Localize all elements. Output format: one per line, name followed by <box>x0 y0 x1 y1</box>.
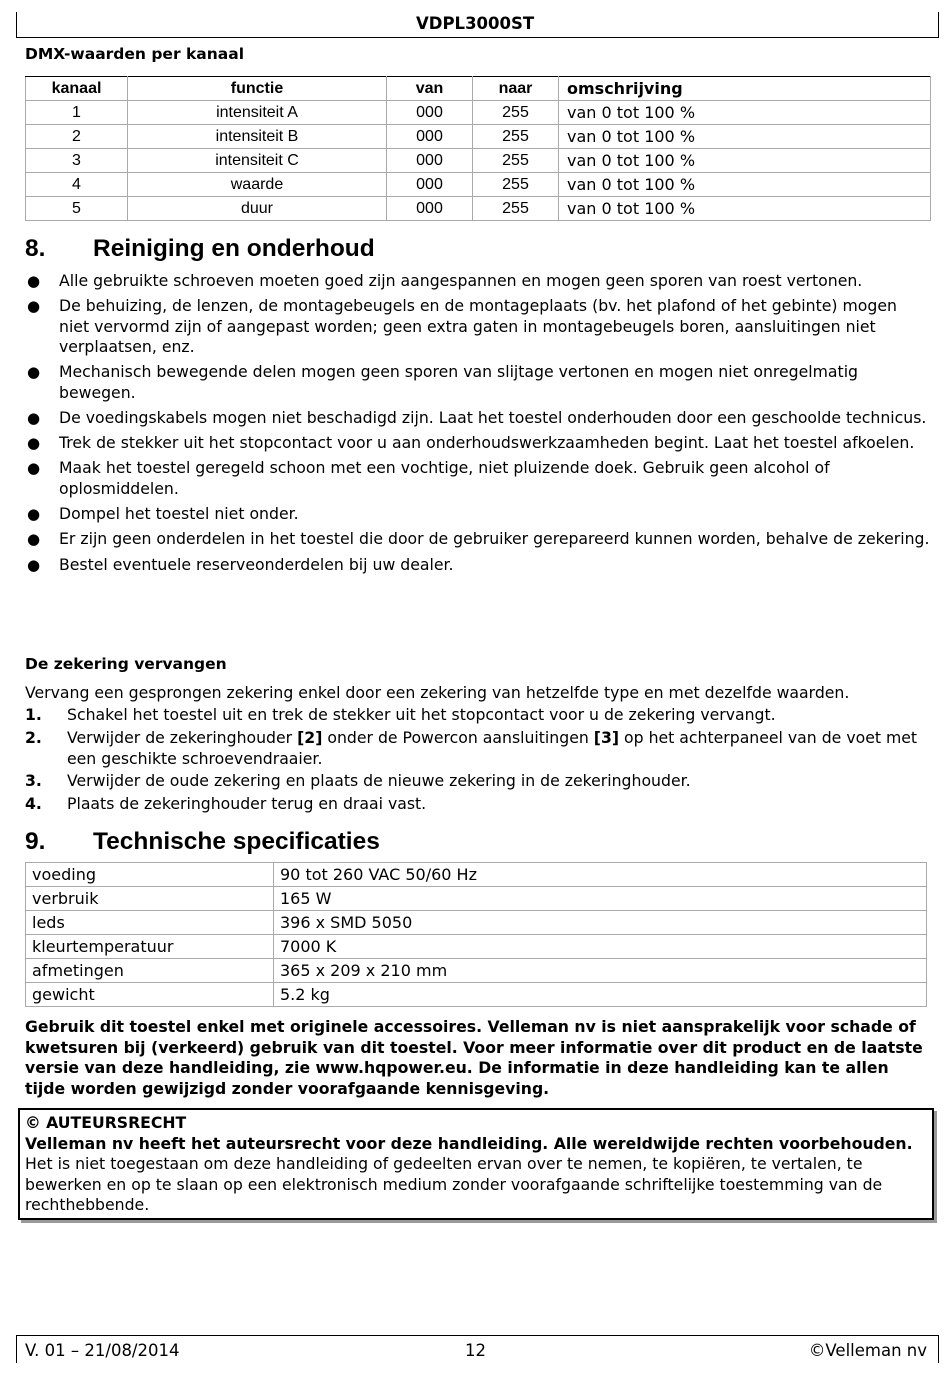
list-item <box>25 793 930 814</box>
table-row <box>26 101 931 125</box>
dmx-col-kanaal: kanaal <box>26 77 128 101</box>
copyright-text <box>25 1113 930 1216</box>
dmx-cell: van 0 tot 100 % <box>559 149 931 173</box>
list-item <box>25 529 930 550</box>
list-item-text: Mechanisch bewegende delen mogen geen sporen van slijtage vertonen en mogen niet onregelmatig bewegen. <box>59 362 859 402</box>
dmx-cell: van 0 tot 100 % <box>559 173 931 197</box>
dmx-cell: 000 <box>387 149 473 173</box>
bullet-icon: ● <box>27 555 41 574</box>
fuse-intro: Vervang een gesprongen zekering enkel door een zekering van hetzelfde type en met dezelfde waarden. <box>25 683 850 702</box>
list-item-text: Trek de stekker uit het stopcontact voor u aan onderhoudswerkzaamheden begint. Laat het toestel afkoelen. <box>59 433 915 453</box>
section-8-number: 8. <box>25 235 46 262</box>
bullet-icon: ● <box>27 297 41 316</box>
step-text: Plaats de zekeringhouder terug en draai vast. <box>67 793 427 813</box>
dmx-cell: 255 <box>473 101 559 125</box>
footer-version: V. 01 – 21/08/2014 <box>25 1341 180 1360</box>
step-number: 3. <box>25 771 42 790</box>
spec-value: 7000 K <box>274 935 927 959</box>
copyright-bold: Velleman nv heeft het auteursrecht voor deze handleiding. Alle wereldwijde rechten voorbehouden. <box>25 1133 913 1153</box>
spec-value: 5.2 kg <box>274 983 927 1007</box>
spec-value: 365 x 209 x 210 mm <box>274 959 927 983</box>
dmx-cell: van 0 tot 100 % <box>559 197 931 221</box>
bullet-icon: ● <box>27 505 41 524</box>
section-9-number: 9. <box>25 828 46 855</box>
table-row <box>26 863 927 887</box>
bullet-icon: ● <box>27 272 41 290</box>
dmx-cell: 1 <box>26 101 128 125</box>
step-text: Verwijder de oude zekering en plaats de nieuwe zekering in de zekeringhouder. <box>67 771 691 790</box>
dmx-cell: van 0 tot 100 % <box>559 101 931 125</box>
dmx-cell: 255 <box>473 125 559 149</box>
table-row <box>26 887 927 911</box>
bullet-icon: ● <box>27 459 41 478</box>
spec-label: verbruik <box>26 887 274 911</box>
step-ref: [2] <box>297 727 323 747</box>
footer-company: ©Velleman nv <box>808 1341 927 1360</box>
table-row <box>26 983 927 1007</box>
bullet-icon: ● <box>27 434 41 453</box>
maintenance-list <box>25 271 930 580</box>
spec-label: kleurtemperatuur <box>26 935 274 959</box>
fuse-title: De zekering vervangen <box>25 655 227 673</box>
step-text: Schakel het toestel uit en trek de stekker uit het stopcontact voor u de zekering vervangt. <box>67 705 776 724</box>
dmx-cell: 000 <box>387 101 473 125</box>
step-text: onder de Powercon aansluitingen <box>322 727 594 747</box>
bullet-icon: ● <box>27 409 41 428</box>
footer-page-number: 12 <box>465 1341 486 1360</box>
dmx-cell: van 0 tot 100 % <box>559 125 931 149</box>
spec-table <box>25 862 927 1007</box>
dmx-cell: duur <box>128 197 387 221</box>
list-item <box>25 704 930 725</box>
list-item <box>25 408 930 429</box>
spec-label: voeding <box>26 863 274 887</box>
list-item-text: Maak het toestel geregeld schoon met een vochtige, niet pluizende doek. Gebruik geen alcohol of oplosmiddelen. <box>59 458 830 498</box>
table-row <box>26 197 931 221</box>
step-text: op het achterpaneel van de voet met een geschikte schroevendraaier. <box>67 727 918 768</box>
table-row <box>26 935 927 959</box>
list-item <box>25 458 930 499</box>
dmx-cell: waarde <box>128 173 387 197</box>
list-item <box>25 362 930 403</box>
list-item-text: De behuizing, de lenzen, de montagebeugels en de montageplaats (bv. het plafond of het gebinte) mogen niet vervormd zijn of aangepast worden; geen extra gaten in montagebeugels boren, aansluitingen niet verplaatsen, enz. <box>59 296 897 357</box>
dmx-cell: 255 <box>473 197 559 221</box>
step-number: 4. <box>25 793 42 813</box>
list-item <box>25 727 930 769</box>
section-8-heading <box>25 235 375 263</box>
copyright-body: Het is niet toegestaan om deze handleiding of gedeelten ervan over te nemen, te kopiëren, te vertalen, te bewerken en op te slaan op een elektronisch medium zonder voorafgaande schriftelijke toestemming van de rechthebbende. <box>25 1154 883 1214</box>
spec-label: gewicht <box>26 983 274 1007</box>
spec-value: 396 x SMD 5050 <box>274 911 927 935</box>
step-ref: [3] <box>593 727 620 747</box>
list-item <box>25 433 930 454</box>
spec-label: leds <box>26 911 274 935</box>
list-item-text: Alle gebruikte schroeven moeten goed zijn aangespannen en mogen geen sporen van roest vertonen. <box>59 271 863 290</box>
dmx-title: DMX-waarden per kanaal <box>25 45 245 63</box>
spec-label: afmetingen <box>26 959 274 983</box>
spec-value: 165 W <box>274 887 927 911</box>
step-number: 2. <box>25 727 42 747</box>
list-item <box>25 504 930 525</box>
section-8-title: Reiniging en onderhoud <box>93 235 375 262</box>
table-row <box>26 959 927 983</box>
table-row <box>26 173 931 197</box>
spec-value: 90 tot 260 VAC 50/60 Hz <box>274 863 927 887</box>
dmx-cell: intensiteit A <box>128 101 387 125</box>
list-item-text: Bestel eventuele reserveonderdelen bij uw dealer. <box>59 554 454 574</box>
list-item <box>25 296 930 358</box>
fuse-steps <box>25 704 930 815</box>
dmx-header-row <box>26 77 931 101</box>
section-9-title: Technische specificaties <box>93 828 380 855</box>
list-item <box>25 770 930 791</box>
dmx-cell: intensiteit C <box>128 149 387 173</box>
list-item <box>25 555 930 576</box>
disclaimer: Gebruik dit toestel enkel met originele accessoires. Velleman nv is niet aansprakelijk voor schade of kwetsuren bij (verkeerd) gebruik van dit toestel. Voor meer informatie over dit product en de laatste versie van deze handleiding, zie www.hqpower.eu. De informatie in deze handleiding kan te allen tijde worden gewijzigd zonder voorafgaande kennisgeving. <box>25 1017 923 1098</box>
copyright-title: © AUTEURSRECHT <box>25 1113 187 1132</box>
dmx-col-van: van <box>387 77 473 101</box>
dmx-cell: 255 <box>473 173 559 197</box>
bullet-icon: ● <box>27 363 41 382</box>
dmx-col-naar: naar <box>473 77 559 101</box>
step-text: Verwijder de zekeringhouder <box>67 727 298 747</box>
table-row <box>26 149 931 173</box>
dmx-cell: 3 <box>26 149 128 173</box>
dmx-table <box>25 76 931 221</box>
table-row <box>26 911 927 935</box>
dmx-cell: 5 <box>26 197 128 221</box>
bullet-icon: ● <box>27 530 41 549</box>
dmx-cell: 000 <box>387 125 473 149</box>
dmx-col-omschrijving: omschrijving <box>559 77 931 101</box>
dmx-cell: 000 <box>387 173 473 197</box>
section-9-heading <box>25 828 380 856</box>
dmx-cell: intensiteit B <box>128 125 387 149</box>
dmx-cell: 4 <box>26 173 128 197</box>
list-item-text: De voedingskabels mogen niet beschadigd zijn. Laat het toestel onderhouden door een geschoolde technicus. <box>59 408 927 428</box>
dmx-cell: 000 <box>387 197 473 221</box>
table-row <box>26 125 931 149</box>
header-model: VDPL3000ST <box>416 14 535 33</box>
list-item <box>25 271 930 292</box>
dmx-cell: 255 <box>473 149 559 173</box>
dmx-cell: 2 <box>26 125 128 149</box>
list-item-text: Dompel het toestel niet onder. <box>59 504 299 524</box>
list-item-text: Er zijn geen onderdelen in het toestel die door de gebruiker gerepareerd kunnen worden, behalve de zekering. <box>59 529 930 549</box>
step-number: 1. <box>25 705 42 724</box>
dmx-col-functie: functie <box>128 77 387 101</box>
